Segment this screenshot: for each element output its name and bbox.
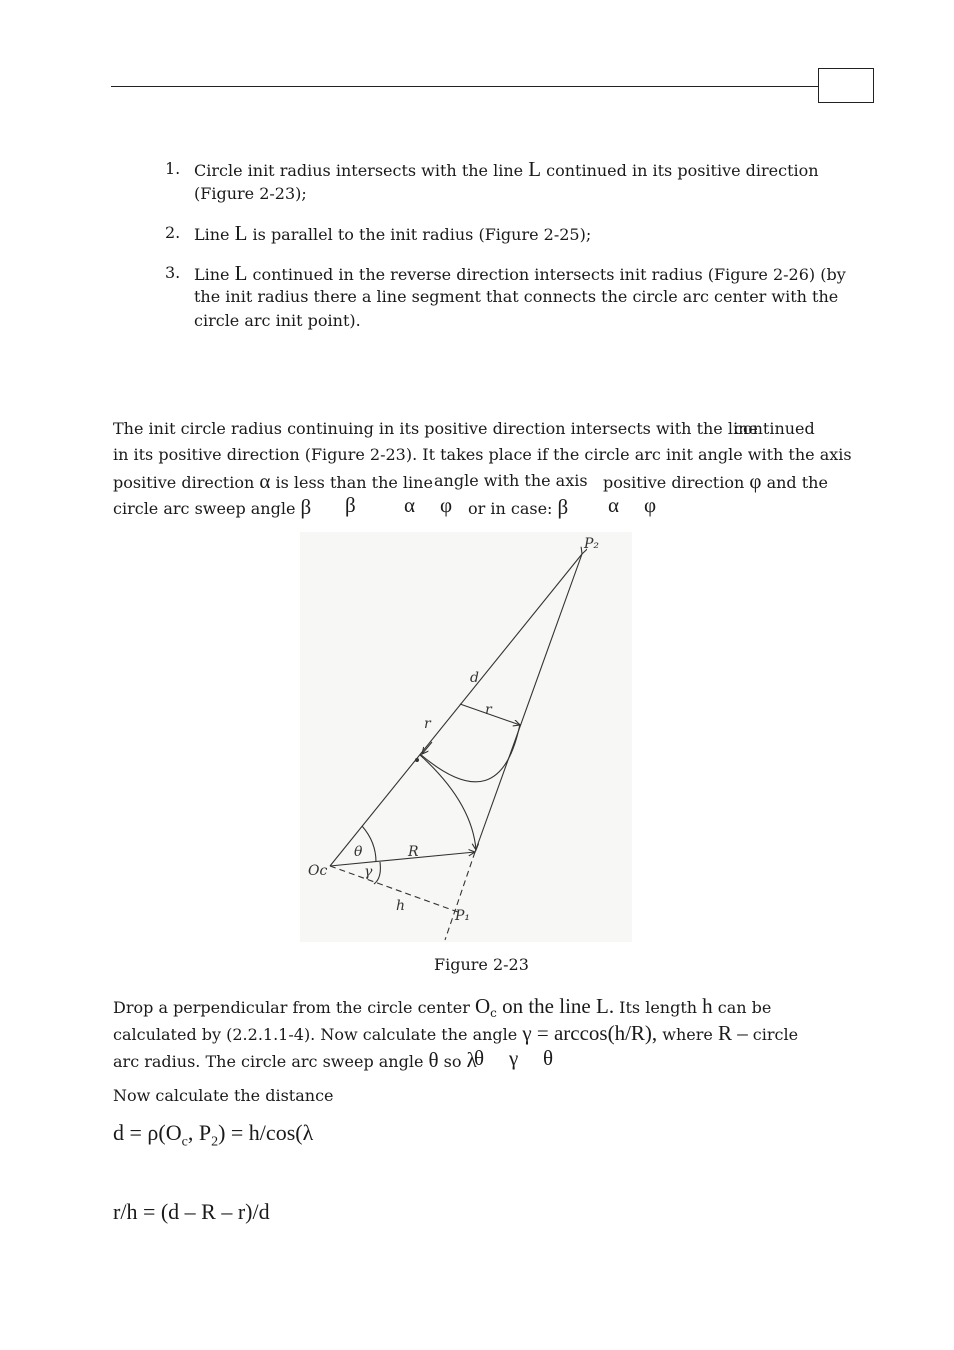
para1-line-4a: circle arc sweep angle β	[113, 495, 312, 519]
radius-R	[330, 852, 475, 866]
label-theta: θ	[354, 844, 363, 860]
para2-line-2: calculated by (2.2.1.1-4). Now calculate the angle γ = arccos(h/R), where R – circle	[113, 1021, 799, 1045]
para1-line-1b: continued	[734, 419, 815, 438]
para1-beta-2: β	[345, 493, 356, 517]
arc-R	[420, 755, 476, 850]
list-item-2-line-1: Line L is parallel to the init radius (Figure 2-25);	[194, 221, 592, 245]
para1-line-3c: angle with the axis	[434, 471, 588, 490]
para2-theta-3: θ	[543, 1046, 554, 1070]
label-h: h	[396, 898, 406, 914]
para1-line-3a: positive direction α is less than the line	[113, 469, 433, 493]
list-item-3-line-1: Line L continued in the reverse direction intersects init radius (Figure 2-26) (by	[194, 261, 846, 285]
list-item-1-number: 1.	[165, 159, 181, 178]
line-oc-p2	[330, 554, 582, 866]
figure-2-23	[300, 532, 632, 942]
arrow-on-line	[422, 742, 432, 754]
list-item-3-line-3: circle arc init point).	[194, 311, 361, 330]
para2-line-3: arc radius. The circle arc sweep angle θ so λ	[113, 1048, 477, 1072]
label-d: d	[470, 670, 479, 686]
label-R: R	[408, 844, 419, 860]
angle-gamma-arc	[374, 862, 380, 884]
equation-distance: $d = \rho(O_c$, $P_2) = h/\cos(\lambda$	[113, 1120, 314, 1150]
list-item-3-number: 3.	[165, 263, 181, 282]
figure-caption: Figure 2-23	[434, 955, 529, 974]
para1-alpha-2: α	[608, 493, 620, 517]
para1-alpha-1: α	[404, 493, 416, 517]
para1-line-3d: positive direction φ and the	[603, 469, 828, 493]
geometry-diagram	[300, 532, 632, 942]
label-gamma: γ	[364, 864, 373, 880]
para1-phi-2: φ	[644, 493, 657, 517]
init-point	[415, 758, 419, 762]
list-item-1-line-1: Circle init radius intersects with the line L continued in its positive direction	[194, 157, 819, 181]
page-number-box	[818, 68, 874, 103]
line-L-dashed	[445, 852, 475, 940]
label-r-2: r	[424, 716, 431, 732]
arc-r	[420, 724, 520, 782]
label-p2: P₂	[584, 536, 600, 552]
para2-line-1: Drop a perpendicular from the circle center $O_c$ on the line L. Its length h can be	[113, 994, 772, 1021]
equation-ratio: r/h = (d – R – r)/d	[113, 1199, 270, 1224]
label-oc: Oc	[308, 863, 328, 879]
angle-theta-arc	[362, 826, 376, 862]
label-p1: P₁	[455, 908, 471, 924]
para1-phi-1: φ	[440, 493, 453, 517]
para3: Now calculate the distance	[113, 1086, 334, 1105]
para2-gamma: γ	[509, 1046, 519, 1070]
header-rule	[111, 86, 818, 87]
perpendicular-h	[330, 866, 458, 912]
para1-line-2: in its positive direction (Figure 2-23). It takes place if the circle arc init angle with the axis	[113, 445, 852, 464]
list-item-1-line-2: (Figure 2-23);	[194, 184, 307, 203]
list-item-3-line-2: the init radius there a line segment that connects the circle arc center with the	[194, 287, 839, 306]
para2-theta-2: θ	[474, 1046, 485, 1070]
list-item-2-number: 2.	[165, 223, 181, 242]
para1-line-1a: The init circle radius continuing in its positive direction intersects with the line	[113, 419, 758, 438]
para1-or-in-case: or in case: β	[468, 495, 569, 519]
label-r-1: r	[485, 702, 492, 718]
